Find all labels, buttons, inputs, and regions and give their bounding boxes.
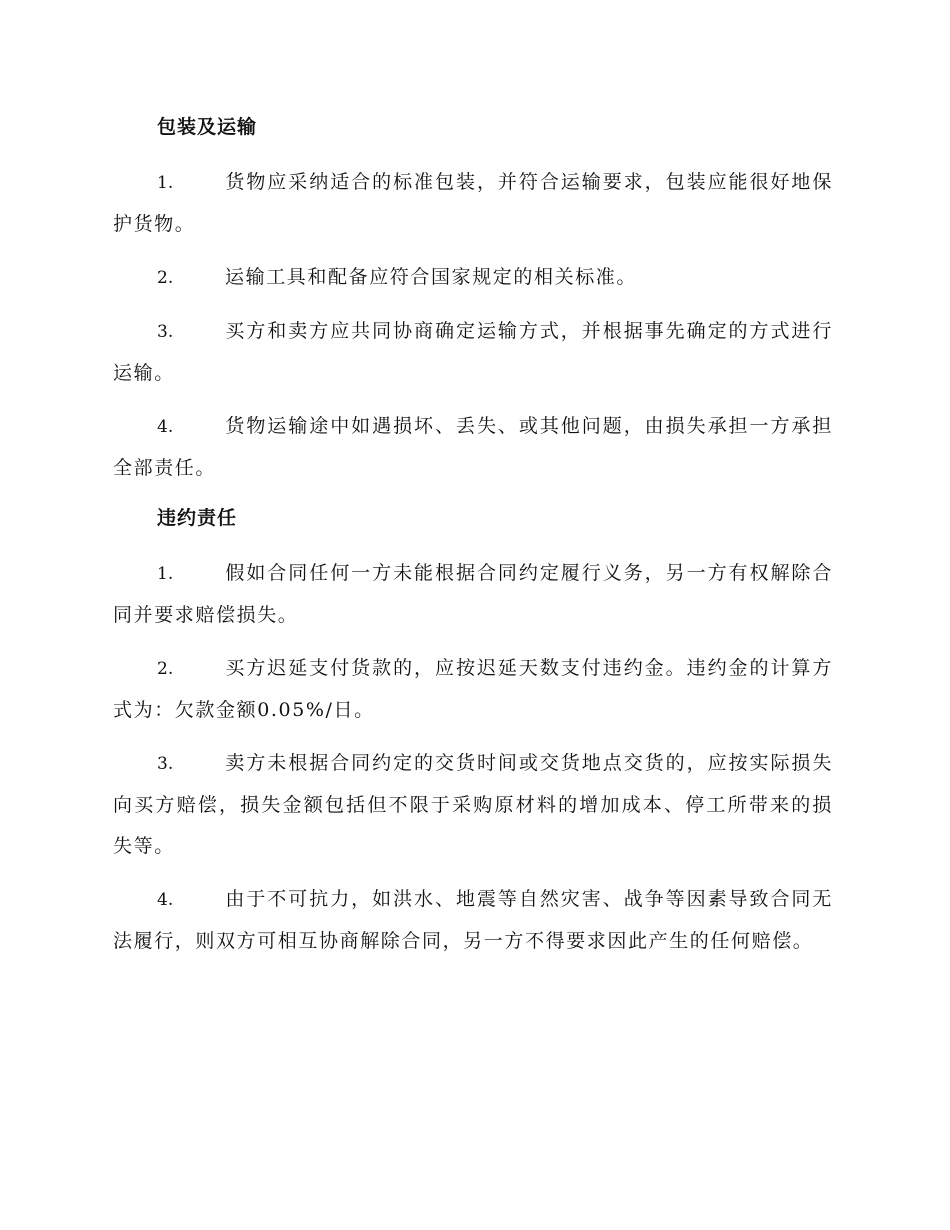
clause-text: 由于不可抗力，如洪水、地震等自然灾害、战争等因素导致合同无法履行，则双方可相互协商解除合同，另一方不得要求因此产生的任何赔偿。 — [113, 888, 833, 952]
clause-number: 3. — [157, 322, 174, 342]
clause-breach-1 — [113, 553, 833, 636]
clause-text: 货物应采纳适合的标准包装，并符合运输要求，包装应能很好地保护货物。 — [113, 171, 833, 235]
clause-text: 货物运输途中如遇损坏、丢失、或其他问题，由损失承担一方承担全部责任。 — [113, 415, 833, 479]
clause-text: 卖方未根据合同约定的交货时间或交货地点交货的，应按实际损失向买方赔偿，损失金额包括但不限于采购原材料的增加成本、停工所带来的损失等。 — [113, 752, 833, 857]
clause-packaging-2 — [113, 257, 833, 299]
clause-text: 假如合同任何一方未能根据合同约定履行义务，另一方有权解除合同并要求赔偿损失。 — [113, 562, 833, 626]
clause-number: 1. — [157, 173, 174, 193]
clause-number: 2. — [157, 268, 174, 288]
clause-text: 运输工具和配备应符合国家规定的相关标准。 — [225, 266, 638, 288]
clause-number: 4. — [157, 890, 174, 910]
section-heading-packaging: 包装及运输 — [157, 116, 258, 138]
document-body — [113, 110, 833, 974]
clause-text: 买方和卖方应共同协商确定运输方式，并根据事先确定的方式进行运输。 — [113, 320, 833, 384]
clause-breach-4 — [113, 879, 833, 962]
section-heading-breach: 违约责任 — [157, 507, 238, 529]
clause-breach-2 — [113, 648, 833, 731]
clause-number: 4. — [157, 417, 174, 437]
clause-packaging-3 — [113, 311, 833, 394]
clause-packaging-4 — [113, 406, 833, 489]
clause-number: 3. — [157, 754, 174, 774]
clause-breach-3 — [113, 743, 833, 867]
clause-number: 1. — [157, 564, 174, 584]
clause-text: 买方迟延支付货款的，应按迟延天数支付违约金。违约金的计算方式为：欠款金额0.05%/日。 — [113, 657, 833, 721]
clause-packaging-1 — [113, 162, 833, 245]
clause-number: 2. — [157, 659, 174, 679]
